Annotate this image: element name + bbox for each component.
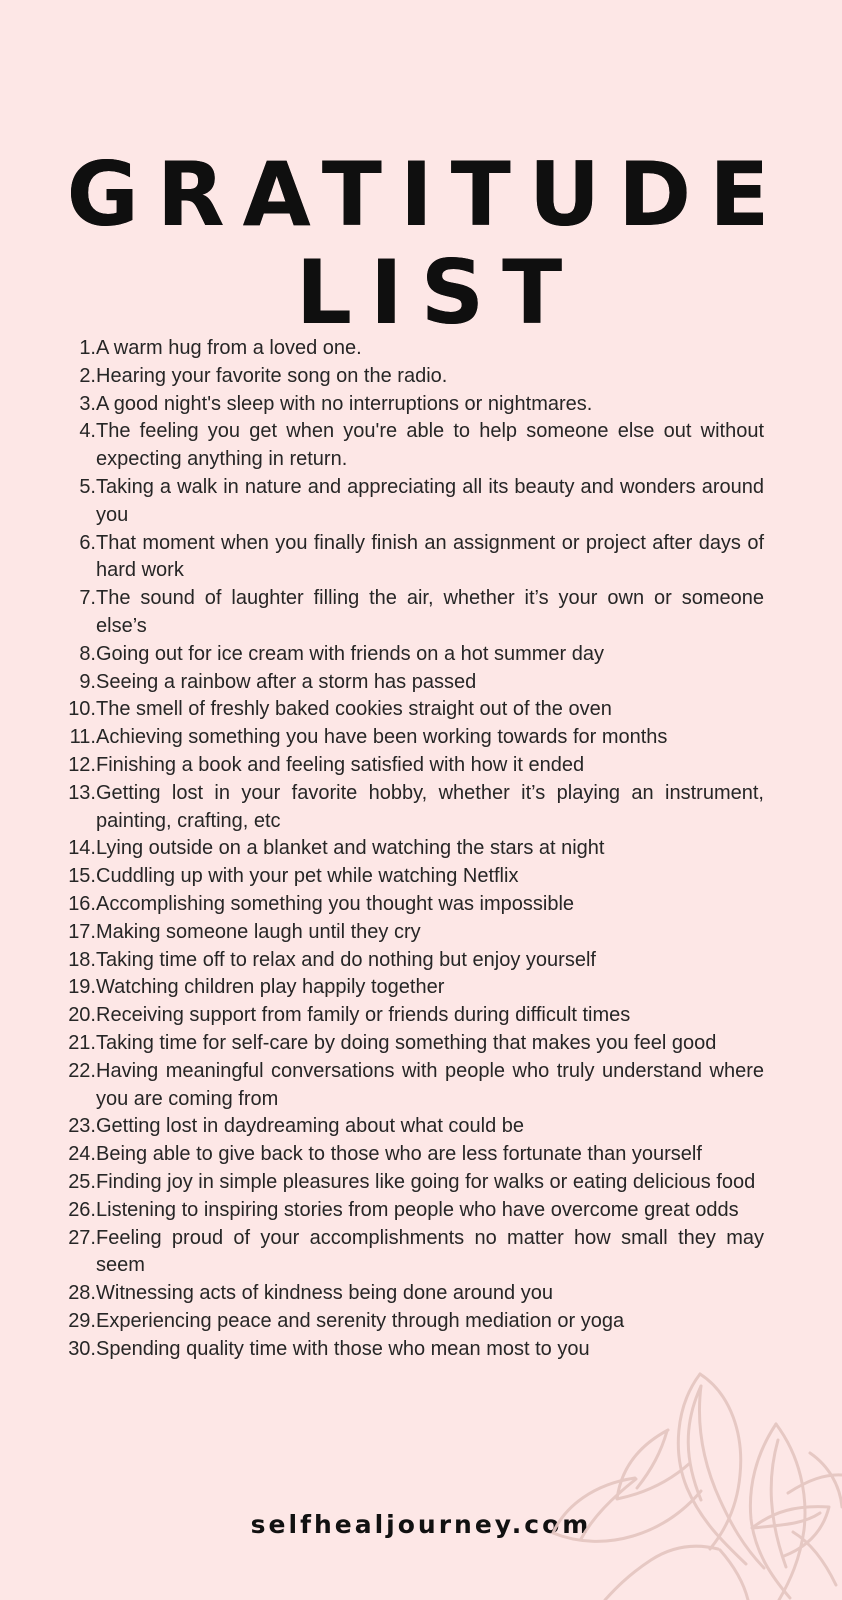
item-text: Being able to give back to those who are less fortunate than yourself	[96, 1143, 702, 1166]
item-number: 7.	[79, 587, 96, 610]
item-text: Finishing a book and feeling satisfied with how it ended	[96, 753, 585, 776]
item-text: Listening to inspiring stories from people who have overcome great odds	[96, 1198, 739, 1221]
item-number: 8.	[79, 642, 96, 665]
item-text: Feeling proud of your accomplishments no matter how small they may seem	[96, 1226, 764, 1277]
list-item	[60, 1225, 764, 1281]
item-text: Getting lost in your favorite hobby, whether it’s playing an instrument, painting, crafting, etc	[96, 781, 764, 832]
item-number: 9.	[79, 670, 96, 693]
item-text: The smell of freshly baked cookies straight out of the oven	[96, 698, 612, 721]
item-text: Taking time for self-care by doing something that makes you feel good	[96, 1031, 717, 1054]
title-line-2: LIST	[295, 240, 581, 344]
item-number: 21.	[68, 1031, 96, 1054]
item-text: That moment when you finally finish an assignment or project after days of hard work	[96, 531, 764, 582]
list-item	[60, 641, 764, 669]
item-text: Receiving support from family or friends during difficult times	[96, 1004, 631, 1027]
item-text: Taking a walk in nature and appreciating all its beauty and wonders around you	[96, 475, 764, 526]
item-text: Finding joy in simple pleasures like going for walks or eating delicious food	[96, 1170, 756, 1193]
item-number: 18.	[68, 948, 96, 971]
item-text: Lying outside on a blanket and watching the stars at night	[96, 837, 605, 860]
list-item	[60, 724, 764, 752]
list-item	[60, 947, 764, 975]
list-item	[60, 1280, 764, 1308]
item-number: 22.	[68, 1059, 96, 1082]
list-item	[60, 1058, 764, 1114]
list-item	[60, 696, 764, 724]
page-title	[0, 142, 842, 344]
list-item	[60, 363, 764, 391]
item-number: 6.	[79, 531, 96, 554]
item-text: Achieving something you have been working towards for months	[96, 726, 668, 749]
item-text: Witnessing acts of kindness being done around you	[96, 1282, 553, 1305]
item-number: 17.	[68, 920, 96, 943]
item-text: The sound of laughter filling the air, whether it’s your own or someone else’s	[96, 587, 764, 637]
list-item	[60, 335, 764, 363]
flower-outline-icon	[550, 1362, 842, 1600]
item-text: Hearing your favorite song on the radio.	[96, 364, 448, 387]
list-item	[60, 418, 764, 474]
list-item	[60, 530, 764, 586]
website-footer: selfhealjourney.com	[250, 1510, 592, 1539]
list-item	[60, 1169, 764, 1197]
list-item	[60, 891, 764, 919]
item-number: 15.	[68, 865, 96, 888]
list-item	[60, 391, 764, 419]
item-number: 11.	[69, 726, 96, 749]
item-number: 4.	[79, 420, 96, 443]
list-item	[60, 752, 764, 780]
item-number: 1.	[79, 337, 96, 359]
item-text: A good night's sleep with no interruptions or nightmares.	[96, 392, 593, 415]
list-item	[60, 1336, 764, 1364]
item-number: 10.	[68, 698, 96, 721]
list-item	[60, 835, 764, 863]
item-number: 5.	[79, 475, 96, 498]
item-number: 14.	[68, 837, 96, 860]
list-item	[60, 1113, 764, 1141]
item-text: The feeling you get when you're able to help someone else out without expecting anything in return.	[96, 420, 764, 471]
item-number: 20.	[68, 1004, 96, 1027]
list-item	[60, 474, 764, 530]
list-item	[60, 780, 764, 836]
item-text: Experiencing peace and serenity through mediation or yoga	[96, 1309, 625, 1332]
title-line-1: GRATITUDE	[66, 142, 788, 246]
gratitude-list	[60, 335, 764, 1363]
item-text: Spending quality time with those who mean most to you	[96, 1337, 590, 1360]
item-number: 28.	[68, 1282, 96, 1305]
item-number: 13.	[68, 781, 96, 804]
item-number: 29.	[68, 1309, 96, 1332]
item-number: 26.	[68, 1198, 96, 1221]
list-item	[60, 863, 764, 891]
list-item	[60, 585, 764, 641]
list-item	[60, 1197, 764, 1225]
item-text: Accomplishing something you thought was impossible	[96, 892, 575, 915]
item-number: 27.	[68, 1226, 96, 1249]
item-number: 16.	[68, 892, 96, 915]
item-text: Making someone laugh until they cry	[96, 920, 421, 943]
item-text: Getting lost in daydreaming about what could be	[96, 1115, 525, 1138]
item-number: 25.	[68, 1170, 96, 1193]
list-item	[60, 1002, 764, 1030]
item-text: Seeing a rainbow after a storm has passed	[96, 670, 477, 693]
item-text: A warm hug from a loved one.	[96, 337, 362, 359]
item-number: 23.	[68, 1115, 96, 1138]
item-number: 2.	[79, 364, 96, 387]
item-text: Taking time off to relax and do nothing but enjoy yourself	[96, 948, 596, 971]
item-text: Watching children play happily together	[96, 976, 445, 999]
item-text: Going out for ice cream with friends on a hot summer day	[96, 642, 605, 665]
list-item	[60, 1308, 764, 1336]
list-item	[60, 974, 764, 1002]
item-number: 3.	[79, 392, 96, 415]
item-number: 30.	[68, 1337, 96, 1360]
item-number: 12.	[68, 753, 96, 776]
item-text: Having meaningful conversations with people who truly understand where you are coming from	[96, 1059, 764, 1110]
list-item	[60, 919, 764, 947]
item-text: Cuddling up with your pet while watching Netflix	[96, 865, 519, 888]
list-item	[60, 1030, 764, 1058]
list-item	[60, 1141, 764, 1169]
item-number: 24.	[68, 1143, 96, 1166]
item-number: 19.	[68, 976, 96, 999]
list-item	[60, 669, 764, 697]
